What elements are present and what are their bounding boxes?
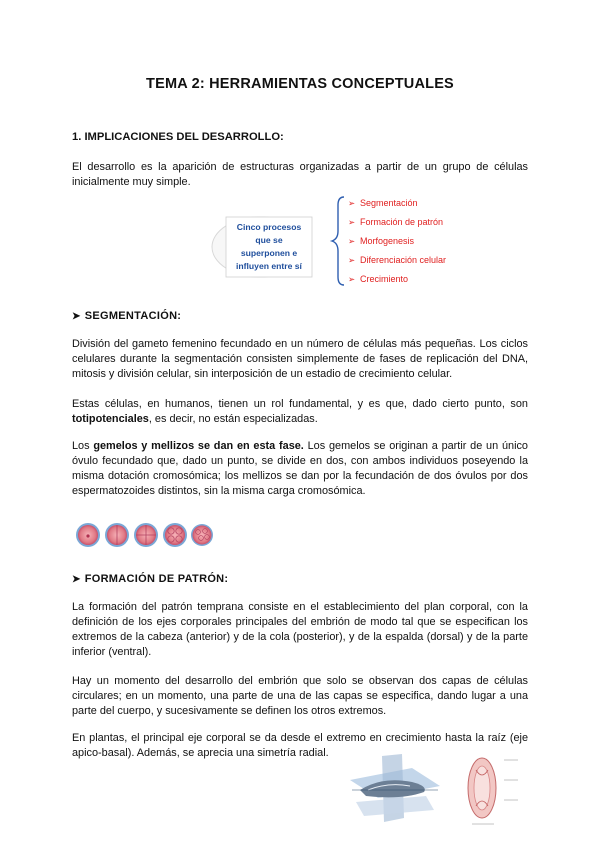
p3-text-a: Los (72, 440, 94, 452)
paragraph-patron-1: La formación del patrón temprana consiste en el establecimiento del plan corporal, con la definición de los ejes corporales principales del embrión de modo tal que se especifican los extremos de la cabeza (anterior) y de la cola (posterior), y de la espalda (dorsal) y de la parte inferior (ventral). (72, 601, 528, 658)
paragraph-segmentacion-3 (72, 439, 528, 499)
diagram-item-crecimiento: Crecimiento (360, 274, 409, 284)
chevron-right-icon: ➢ (348, 217, 356, 227)
paragraph-segmentacion-2 (72, 397, 528, 427)
arrowhead-bullet-icon: ➤ (72, 311, 81, 322)
box-line-3: superponen e (240, 248, 298, 258)
chevron-right-icon: ➢ (348, 255, 356, 265)
embryo-axes-figure (342, 750, 528, 830)
p3-bold-gemelos: gemelos y mellizos se dan en esta fase. (93, 440, 304, 452)
diagram-item-patron: Formación de patrón (360, 217, 444, 227)
patron-heading-text: FORMACIÓN DE PATRÓN: (84, 573, 229, 585)
section-heading-implicaciones: 1. IMPLICACIONES DEL DESARROLLO: (72, 131, 284, 143)
paragraph-desarrollo: El desarrollo es la aparición de estructuras organizadas a partir de un grupo de células inicialmente muy simple. (72, 161, 528, 188)
section-heading-patron (72, 573, 228, 585)
section-heading-segmentacion (72, 310, 181, 322)
box-line-4: influyen entre sí (236, 261, 302, 271)
curly-brace-icon (332, 197, 344, 285)
paragraph-patron-3: En plantas, el principal eje corporal se da desde el extremo en crecimiento hasta la raíz (eje apico-basal). Además, se aprecia una simetría radial. (72, 732, 528, 759)
processes-diagram (210, 193, 470, 293)
cleavage-stages-image (74, 520, 214, 550)
chevron-right-icon: ➢ (348, 198, 356, 208)
cell-stage-1 (76, 523, 100, 547)
arrowhead-bullet-icon: ➤ (72, 574, 81, 585)
diagram-item-morfogenesis: Morfogenesis (360, 236, 415, 246)
p3-text-b: Los gemelos se originan a partir de un único óvulo fecundado que, dado un punto, se divide en dos, con ambos individuos poseyendo la misma dotación cromosómica; los mellizos se dan por la fecundación de dos óvulos por dos espermatozoides distintos, sin la misma carga cromosómica. (72, 440, 528, 497)
box-line-1: Cinco procesos (236, 222, 302, 232)
box-line-2: que se (255, 235, 283, 245)
cell-stage-morula (191, 524, 213, 546)
p2-text-b: , es decir, no están especializadas. (148, 413, 318, 425)
chevron-right-icon: ➢ (348, 274, 356, 284)
p2-text-a: Estas células, en humanos, tienen un rol fundamental, y es que, dado cierto punto, son (72, 398, 528, 410)
diagram-item-diferenciacion: Diferenciación celular (360, 255, 447, 265)
cell-stage-8 (163, 523, 187, 547)
diagram-item-list (348, 198, 446, 284)
p2-bold-totipotenciales: totipotenciales (72, 413, 149, 425)
page-title: TEMA 2: HERRAMIENTAS CONCEPTUALES (146, 76, 454, 92)
paragraph-patron-2: Hay un momento del desarrollo del embrión que solo se observan dos capas de células circulares; en un momento, una parte de una de las capas se especifica, dando lugar a una parte del cuerpo, y sucesivamente se definen los otros extremos. (72, 675, 528, 717)
chevron-right-icon: ➢ (348, 236, 356, 246)
segmentacion-heading-text: SEGMENTACIÓN: (84, 310, 182, 322)
cell-stage-2 (105, 523, 129, 547)
diagram-item-segmentacion: Segmentación (360, 198, 418, 208)
paragraph-segmentacion-1: División del gameto femenino fecundado en un número de células más pequeñas. Los ciclos celulares durante la segmentación consisten simplemente de fases de replicación del DNA, mitosis y división celular, sin interposición de un estadio de crecimiento celular. (72, 338, 528, 380)
cell-stage-4 (134, 523, 158, 547)
